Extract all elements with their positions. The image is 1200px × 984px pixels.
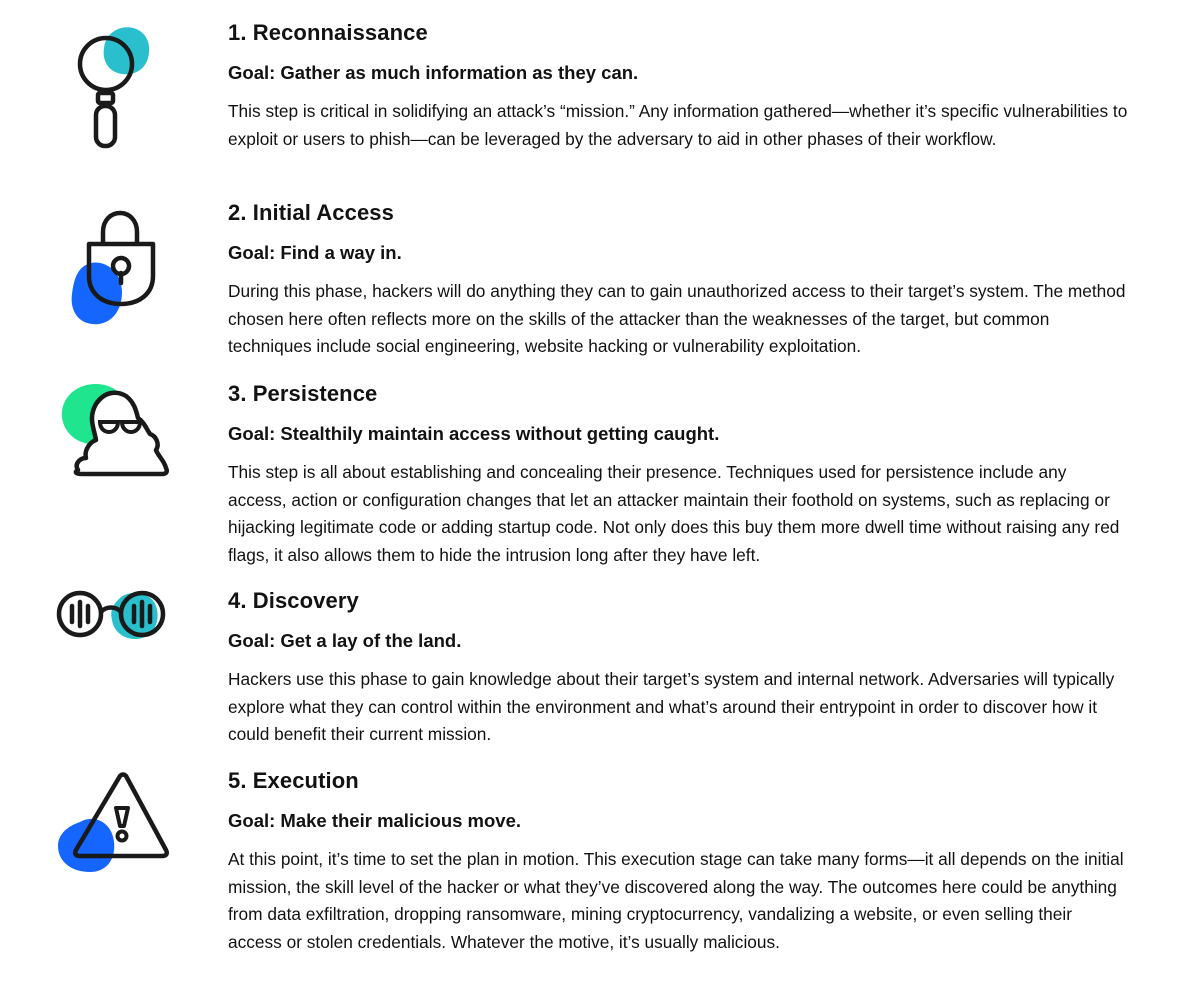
warning-triangle-icon <box>52 764 176 894</box>
section-goal: Goal: Make their malicious move. <box>228 810 522 831</box>
binoculars-icon <box>52 562 176 692</box>
section-body: Hackers use this phase to gain knowledge about their target’s system and internal network. Adversaries will typically explore what they can control within the environment and what’s around their entrypoint in order to discover how it could benefit their current mission. <box>228 669 1115 744</box>
section-title: 2. Initial Access <box>228 200 394 225</box>
section-title: 5. Execution <box>228 768 359 793</box>
magnifying-glass-icon <box>52 22 176 152</box>
section-title: 3. Persistence <box>228 381 378 406</box>
section-title: 1. Reconnaissance <box>228 20 428 45</box>
section-body: This step is critical in solidifying an attack’s “mission.” Any information gathered—whether it’s specific vulnerabilities to exploit or users to phish—can be leveraged by the adversary to aid in other phases of their workflow. <box>228 101 1128 149</box>
section-goal: Goal: Stealthily maintain access without getting caught. <box>228 423 720 444</box>
section-body: At this point, it’s time to set the plan in motion. This execution stage can take many forms—it all depends on the initial mission, the skill level of the hacker or what they’ve discovered along the way. The outcomes here could be anything from data exfiltration, dropping ransomware, mining cryptocurrency, vandalizing a website, or even selling their access or stolen credentials. Whatever the motive, it’s usually malicious. <box>228 849 1124 952</box>
padlock-icon <box>52 206 176 336</box>
section-body: This step is all about establishing and concealing their presence. Techniques used for persistence include any access, action or configuration changes that let an attacker maintain their foothold on systems, such as replacing or hijacking legitimate code or adding startup code. Not only does this buy them more dwell time without raising any red flags, it also allows them to hide the intrusion long after they have left. <box>228 462 1120 565</box>
section-body: During this phase, hackers will do anything they can to gain unauthorized access to their target’s system. The method chosen here often reflects more on the skills of the attacker than the weaknesses of the target, but common techniques include social engineering, website hacking or vulnerability exploitation. <box>228 281 1126 356</box>
section-goal: Goal: Get a lay of the land. <box>228 630 462 651</box>
section-goal: Goal: Find a way in. <box>228 242 402 263</box>
section-title: 4. Discovery <box>228 588 359 613</box>
hooded-figure-icon <box>52 378 176 508</box>
section-goal: Goal: Gather as much information as they can. <box>228 62 639 83</box>
